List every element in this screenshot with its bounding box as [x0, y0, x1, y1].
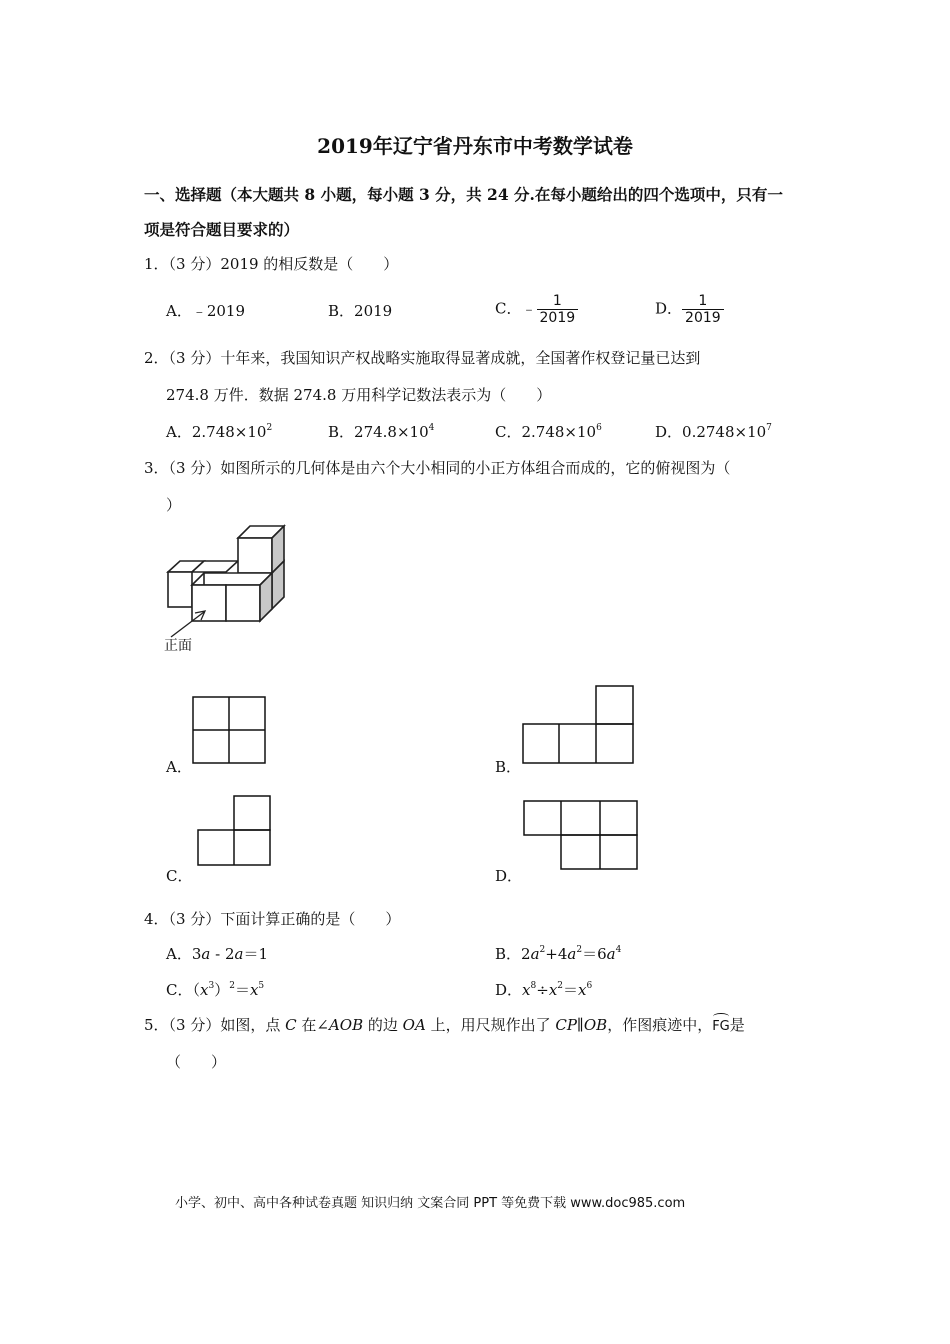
- math-text: C．（: [166, 981, 200, 999]
- math-text: x: [548, 981, 558, 999]
- page-title: 2019年辽宁省丹东市中考数学试卷: [317, 134, 633, 158]
- q4-option-a: [166, 944, 268, 964]
- math-text: C: [285, 1016, 297, 1034]
- front-view-label: 正面: [164, 638, 192, 654]
- math-text: a: [606, 945, 616, 963]
- question-3-line2: ）: [166, 496, 182, 514]
- superscript: 2: [229, 981, 235, 991]
- superscript: 7: [766, 423, 772, 433]
- question-2-line1: 2．（3 分）十年来，我国知识产权战略实施取得显著成就，全国著作权登记量已达到: [144, 349, 701, 367]
- math-text: A．2.748×10: [166, 423, 267, 441]
- math-text: x: [249, 981, 259, 999]
- q2-option-d: [655, 422, 772, 442]
- q1-option-d-label: D．: [655, 299, 683, 318]
- math-text: a: [567, 945, 577, 963]
- math-text: ＝1: [243, 945, 268, 963]
- math-text: AOB: [328, 1016, 364, 1034]
- q4-option-d: [495, 980, 592, 1000]
- math-text: OB: [583, 1016, 608, 1034]
- math-text: x: [522, 981, 531, 999]
- q3-option-a-label: A．: [166, 758, 192, 776]
- q1-option-c-fraction: [537, 293, 579, 326]
- arc-fg: FG: [712, 1017, 730, 1037]
- q1-option-d: [655, 293, 724, 326]
- superscript: 4: [615, 945, 622, 955]
- question-2-line2: 274.8 万件．数据 274.8 万用科学记数法表示为（ ）: [166, 386, 552, 404]
- superscript: 4: [428, 423, 435, 433]
- q1-option-c-label: C．: [495, 299, 522, 318]
- math-text: CP: [555, 1016, 577, 1034]
- math-text: ，作图痕迹中，: [607, 1016, 713, 1034]
- q2-option-b: [328, 422, 434, 442]
- section-heading-line1: 一、选择题（本大题共 8 小题，每小题 3 分，共 24 分.在每小题给出的四个选项中，只有一: [144, 185, 783, 204]
- math-text: a: [201, 945, 211, 963]
- math-text: 5．（3 分）如图，点: [144, 1016, 286, 1034]
- math-text: ∥: [576, 1016, 584, 1034]
- denominator: 2019: [537, 309, 579, 326]
- numerator: 1: [698, 293, 708, 309]
- math-text: x: [578, 981, 587, 999]
- math-text: - 2: [210, 945, 235, 963]
- q2-option-a: [166, 422, 272, 442]
- q5-text: [144, 1016, 712, 1034]
- q3-option-d-label: D．: [495, 867, 523, 885]
- math-text: +4: [545, 945, 568, 963]
- q1-option-a: A．﹣2019: [166, 302, 246, 320]
- page-footer: 小学、初中、高中各种试卷真题 知识归纳 文案合同 PPT 等免费下载 www.doc985.com: [175, 1196, 686, 1211]
- superscript: 2: [266, 423, 273, 433]
- superscript: 5: [258, 981, 265, 991]
- math-text: ＝: [563, 981, 579, 999]
- math-text: 上，用尺规作出了: [425, 1016, 556, 1034]
- q5-tail: 是: [729, 1016, 745, 1034]
- q1-option-d-fraction: [682, 293, 724, 326]
- superscript: 8: [530, 981, 537, 991]
- math-text: A．3: [166, 945, 202, 963]
- question-3-line1: 3．（3 分）如图所示的几何体是由六个大小相同的小正方体组合而成的，它的俯视图为（: [144, 459, 731, 477]
- q4-option-b: [495, 944, 621, 964]
- question-1-stem: 1．（3 分）2019 的相反数是（ ）: [144, 255, 399, 273]
- question-4-stem: 4．（3 分）下面计算正确的是（ ）: [144, 910, 401, 928]
- section-heading-line2: 项是符合题目要求的）: [144, 220, 300, 239]
- numerator: 1: [552, 293, 562, 309]
- math-text: D．: [495, 981, 523, 999]
- math-text: B．274.8×10: [328, 423, 429, 441]
- math-text: a: [234, 945, 244, 963]
- math-text: ÷: [536, 981, 549, 999]
- math-text: ＝: [234, 981, 250, 999]
- math-text: x: [199, 981, 209, 999]
- q3-option-b-label: B．: [495, 758, 522, 776]
- denominator: 2019: [682, 309, 724, 326]
- question-5-line1: [144, 1015, 745, 1037]
- q1-option-b: B．2019: [328, 302, 393, 320]
- math-text: 的边: [363, 1016, 403, 1034]
- q1-option-c-sign: ﹣: [521, 299, 537, 318]
- superscript: 2: [539, 945, 546, 955]
- question-5-line2: （ ）: [166, 1053, 227, 1071]
- superscript: 3: [208, 981, 215, 991]
- q3-option-c-label: C．: [166, 867, 193, 885]
- math-text: ＝6: [582, 945, 607, 963]
- math-text: a: [530, 945, 540, 963]
- q2-option-c: [495, 422, 602, 442]
- math-text: ）: [214, 981, 230, 999]
- superscript: 2: [557, 981, 564, 991]
- math-text: D．0.2748×10: [655, 423, 767, 441]
- q4-option-c: [166, 980, 264, 1000]
- math-text: 在∠: [296, 1016, 329, 1034]
- math-text: B．2: [495, 945, 531, 963]
- q1-option-c: [495, 293, 578, 326]
- q3-option-d-figure: [0, 0, 1, 1]
- math-text: OA: [402, 1016, 426, 1034]
- superscript: 2: [576, 945, 583, 955]
- superscript: 6: [586, 981, 593, 991]
- superscript: 6: [596, 423, 602, 433]
- math-text: C．2.748×10: [495, 423, 597, 441]
